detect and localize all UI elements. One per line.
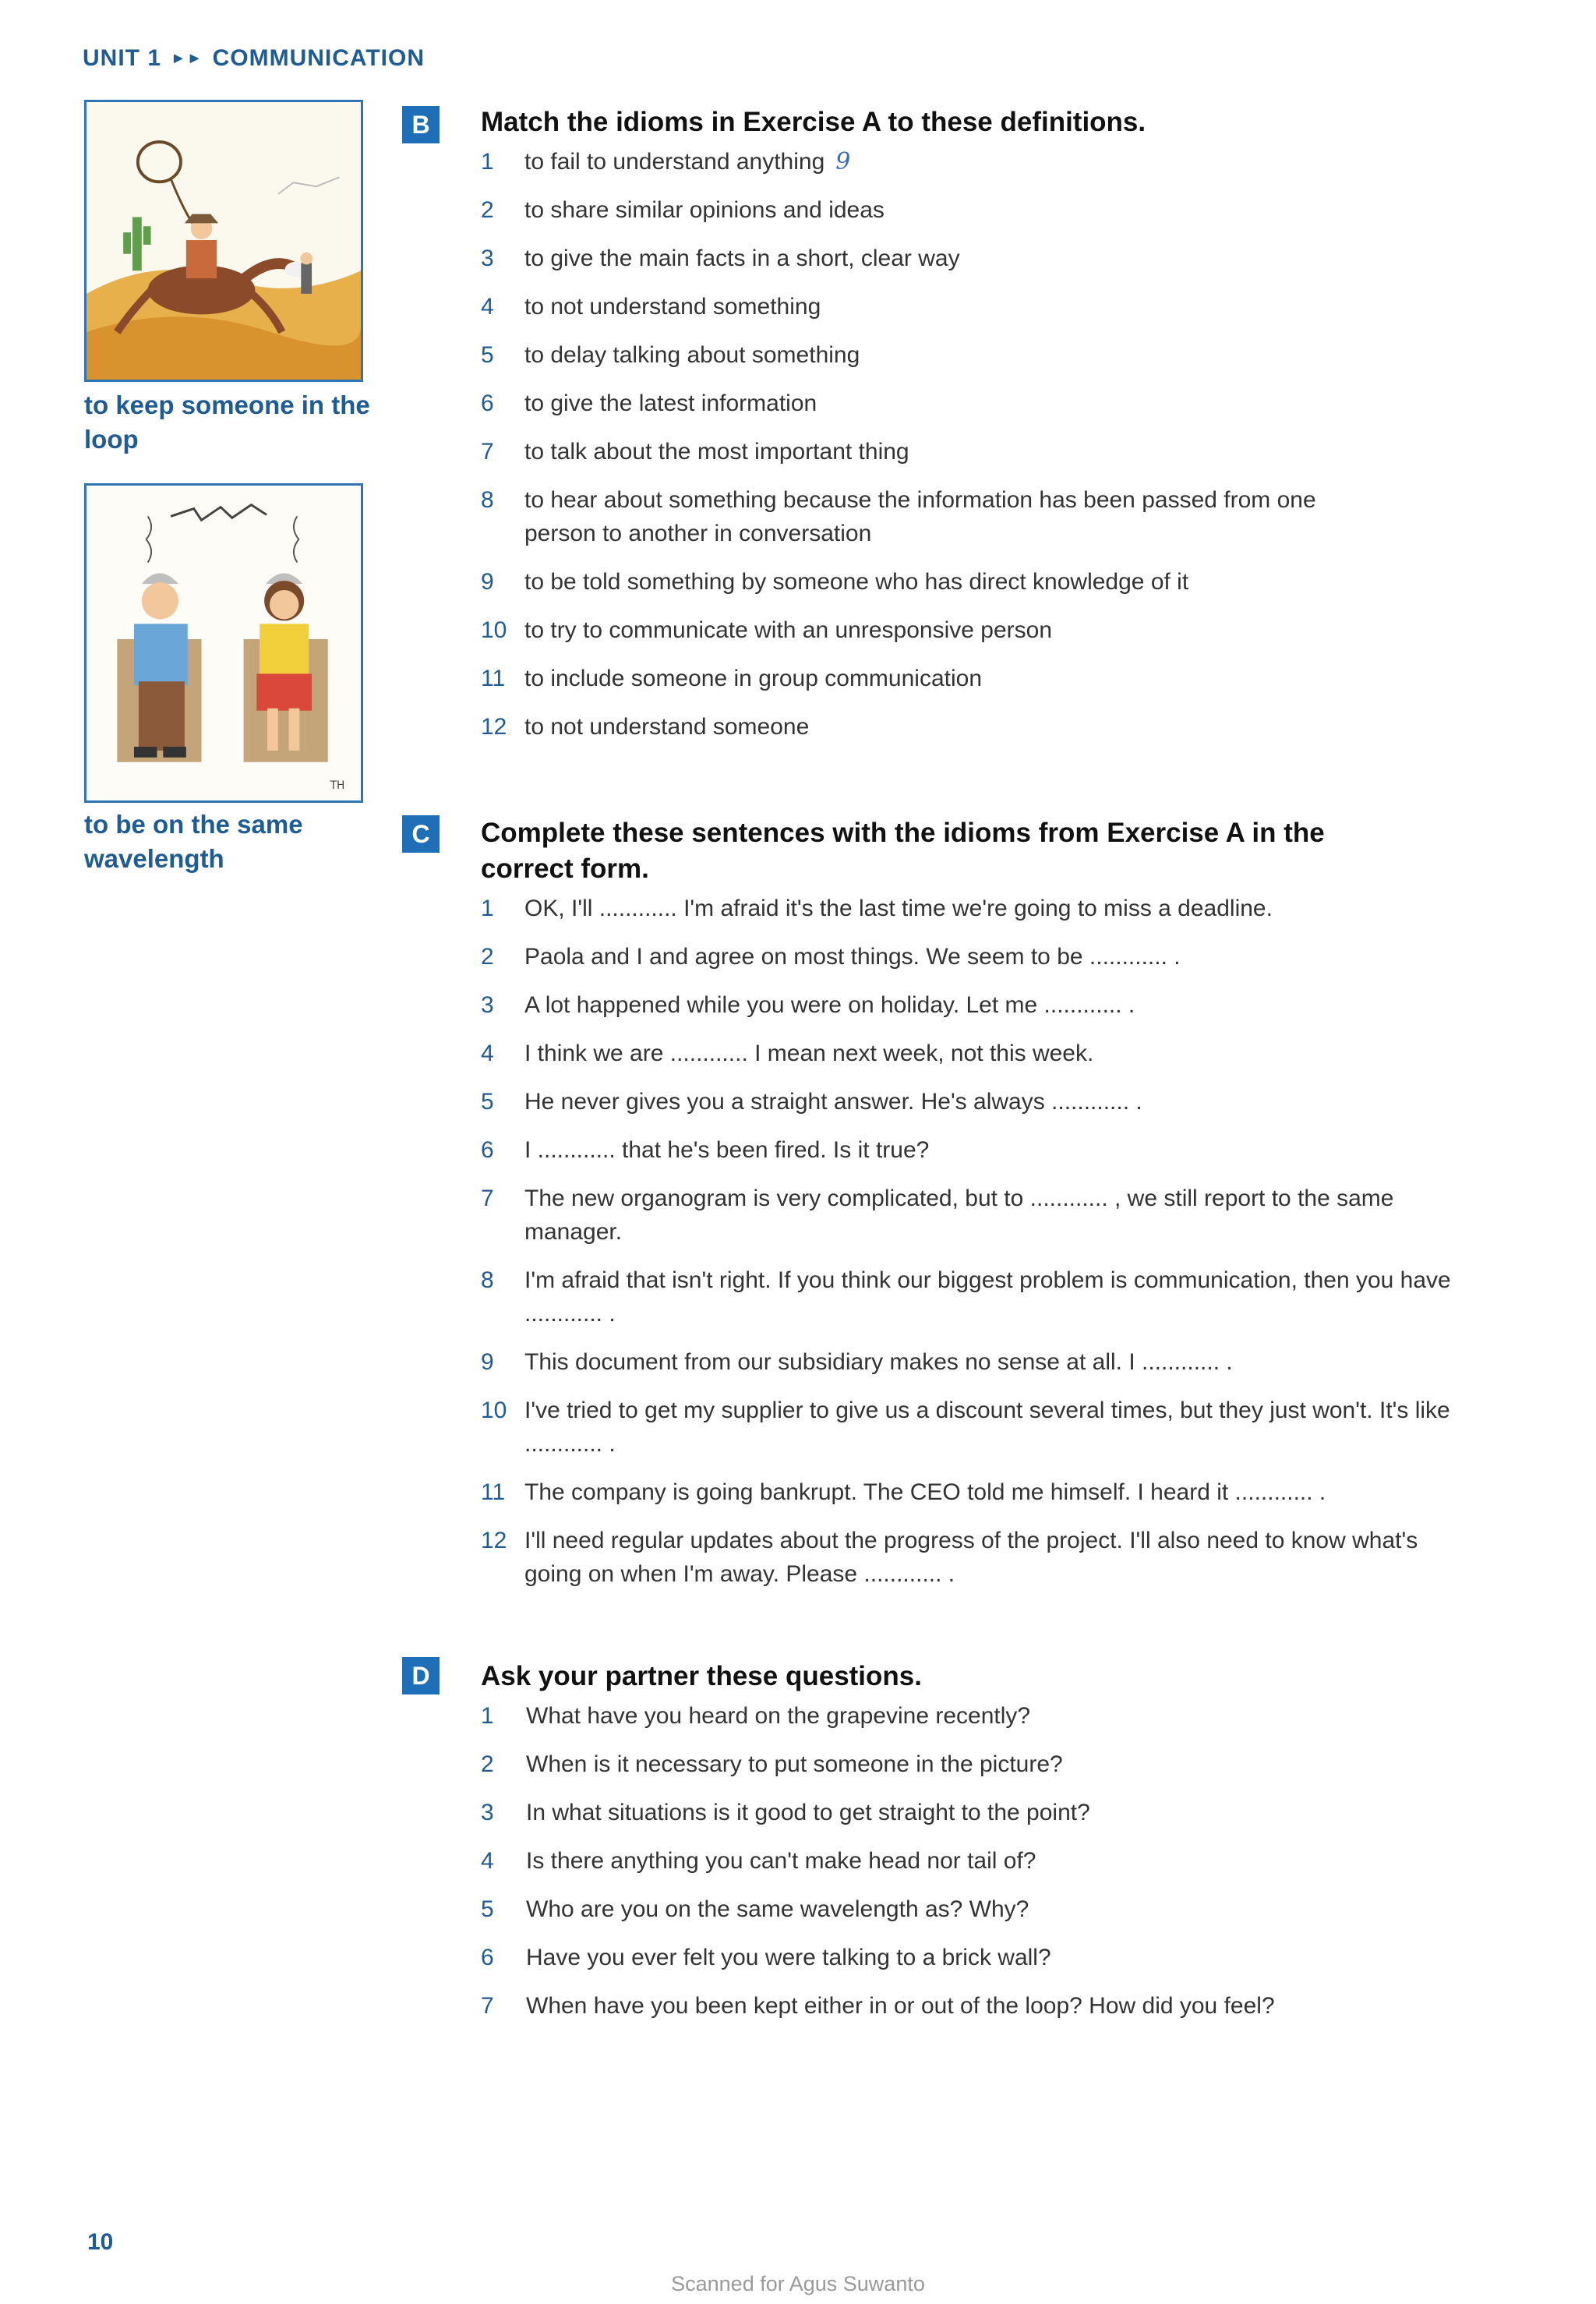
item-text: to be told something by someone who has direct knowledge of it	[524, 569, 1189, 595]
exercise-b	[481, 104, 1455, 758]
list-item	[481, 242, 1455, 275]
list-item	[481, 1263, 1455, 1330]
exercise-badge-b: B	[402, 106, 440, 143]
item-number: 11	[481, 666, 506, 691]
item-number: 6	[481, 1945, 494, 1970]
list-item	[481, 387, 1455, 420]
list-item	[481, 1345, 1455, 1379]
item-number: 6	[481, 1137, 494, 1163]
list-item	[481, 1892, 1455, 1926]
item-text: What have you heard on the grapevine recently?	[526, 1703, 1031, 1729]
exercise-d-list	[481, 1699, 1455, 2023]
list-item	[481, 1747, 1455, 1781]
list-item	[481, 1989, 1455, 2023]
item-text: to not understand something	[524, 294, 821, 320]
running-header	[83, 45, 425, 72]
item-text: In what situations is it good to get straight to the point?	[526, 1800, 1090, 1825]
item-text: to share similar opinions and ideas	[524, 197, 885, 223]
item-number: 5	[481, 1089, 494, 1115]
double-arrow-icon: ►►	[171, 50, 203, 67]
item-number: 7	[481, 439, 494, 465]
exercise-badge-c: C	[402, 815, 440, 853]
exercise-c	[481, 815, 1455, 1606]
exercise-c-title: Complete these sentences with the idioms from Exercise A in the correct form.	[481, 818, 1325, 884]
item-number: 1	[481, 896, 494, 921]
item-text: Paola and I and agree on most things. We seem to be ............ .	[524, 944, 1181, 970]
item-number: 1	[481, 149, 494, 175]
item-text: The new organogram is very complicated, but to ............ , we still report to the same manager.	[524, 1186, 1394, 1245]
list-item	[481, 940, 1455, 974]
handwritten-answer[interactable]: 9	[835, 148, 851, 175]
item-text: Is there anything you can't make head nor tail of?	[526, 1848, 1036, 1874]
item-number: 3	[481, 992, 494, 1018]
exercise-b-title: Match the idioms in Exercise A to these definitions.	[481, 107, 1146, 137]
item-number: 11	[481, 1479, 506, 1505]
item-number: 9	[481, 1349, 494, 1375]
exercise-b-list	[481, 145, 1455, 744]
list-item	[481, 1699, 1455, 1733]
item-text: to delay talking about something	[524, 342, 860, 368]
definition-text: to fail to understand anything	[524, 149, 825, 175]
list-item	[481, 662, 1455, 695]
item-number: 12	[481, 1528, 507, 1553]
item-text: A lot happened while you were on holiday. Let me ............ .	[524, 992, 1135, 1018]
item-text: When have you been kept either in or out of the loop? How did you feel?	[526, 1993, 1275, 2019]
item-number: 1	[481, 1703, 494, 1729]
item-number: 9	[481, 569, 494, 595]
item-text: He never gives you a straight answer. He's always ............ .	[524, 1089, 1142, 1115]
unit-topic: COMMUNICATION	[212, 45, 425, 71]
item-text: to include someone in group communication	[524, 666, 983, 691]
list-item	[481, 435, 1455, 468]
item-number: 5	[481, 1896, 494, 1922]
list-item	[481, 483, 1319, 550]
exercise-badge-d: D	[402, 1657, 440, 1694]
item-text	[524, 145, 1455, 178]
item-text: I'll need regular updates about the progress of the project. I'll also need to know what's going on when I'm away. Please ............ .	[524, 1528, 1418, 1587]
unit-label: UNIT 1	[83, 45, 162, 71]
item-number: 2	[481, 197, 494, 223]
list-item	[481, 1182, 1444, 1249]
list-item	[481, 988, 1455, 1022]
item-text: I'm afraid that isn't right. If you think our biggest problem is communication, then you have ............ .	[524, 1267, 1451, 1327]
item-text: When is it necessary to put someone in the picture?	[526, 1751, 1063, 1777]
item-text: Have you ever felt you were talking to a brick wall?	[526, 1945, 1051, 1970]
list-item	[481, 1941, 1455, 1974]
exercise-c-list	[481, 892, 1455, 1591]
item-text: to talk about the most important thing	[524, 439, 909, 465]
list-item	[481, 1475, 1455, 1509]
list-item	[481, 1524, 1455, 1591]
item-text: to give the main facts in a short, clear way	[524, 246, 960, 271]
list-item	[481, 1796, 1455, 1829]
item-number: 3	[481, 1800, 494, 1825]
item-text: to try to communicate with an unresponsive person	[524, 617, 1053, 643]
same-wavelength-illustration	[84, 483, 363, 803]
item-text: I think we are ............ I mean next week, not this week.	[524, 1041, 1094, 1066]
item-number: 5	[481, 342, 494, 368]
list-item	[481, 290, 1455, 323]
item-number: 10	[481, 1398, 507, 1423]
scan-watermark: Scanned for Agus Suwanto	[671, 2272, 925, 2295]
exercise-d-title: Ask your partner these questions.	[481, 1661, 922, 1691]
list-item	[481, 613, 1455, 647]
item-text: to not understand someone	[524, 714, 810, 740]
item-text: The company is going bankrupt. The CEO told me himself. I heard it ............ .	[524, 1479, 1326, 1505]
list-item	[481, 1844, 1455, 1878]
list-item	[481, 193, 1455, 227]
list-item	[481, 1133, 1455, 1167]
item-text: to hear about something because the information has been passed from one person to another in conversation	[524, 487, 1316, 546]
list-item	[481, 1085, 1455, 1118]
item-number: 4	[481, 1848, 494, 1874]
list-item	[481, 710, 1455, 744]
item-number: 3	[481, 246, 494, 271]
item-text: to give the latest information	[524, 390, 817, 416]
list-item	[481, 145, 1455, 178]
item-number: 4	[481, 294, 494, 320]
list-item	[481, 565, 1455, 599]
list-item	[481, 1037, 1455, 1070]
item-number: 8	[481, 487, 494, 513]
list-item	[481, 338, 1455, 372]
list-item	[481, 1394, 1455, 1461]
item-number: 7	[481, 1186, 494, 1211]
exercise-d	[481, 1659, 1455, 2037]
item-text: OK, I'll ............ I'm afraid it's the last time we're going to miss a deadline.	[524, 896, 1273, 921]
caption-same-wavelength: to be on the same wavelength	[84, 810, 303, 873]
item-number: 12	[481, 714, 507, 740]
cowboy-lasso-illustration	[84, 100, 363, 382]
item-text: I ............ that he's been fired. Is it true?	[524, 1137, 930, 1163]
item-text: Who are you on the same wavelength as? Why?	[526, 1896, 1029, 1922]
item-number: 10	[481, 617, 507, 643]
page-number: 10	[87, 2229, 114, 2255]
item-number: 7	[481, 1993, 494, 2019]
item-number: 6	[481, 390, 494, 416]
list-item	[481, 892, 1455, 925]
item-number: 4	[481, 1041, 494, 1066]
svg-text:TH: TH	[330, 779, 345, 793]
item-number: 8	[481, 1267, 494, 1293]
item-number: 2	[481, 944, 494, 970]
item-text: I've tried to get my supplier to give us a discount several times, but they just won't. It's like ............ .	[524, 1398, 1450, 1457]
caption-keep-in-loop: to keep someone in the loop	[84, 390, 370, 454]
item-text: This document from our subsidiary makes no sense at all. I ............ .	[524, 1349, 1233, 1375]
item-number: 2	[481, 1751, 494, 1777]
